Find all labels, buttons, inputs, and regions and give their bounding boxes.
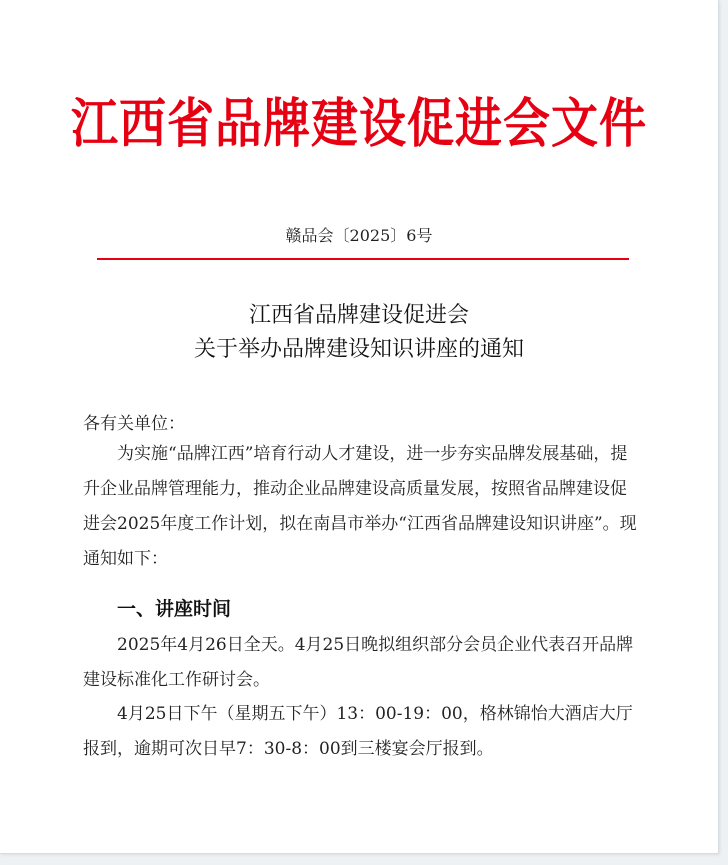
notice-title-line2: 关于举办品牌建设知识讲座的通知 xyxy=(193,337,524,362)
paragraph-intro: 为实施“品牌江西”培育行动人才建设，进一步夯实品牌发展基础，提升企业品牌管理能力，推动企业品牌建设高质量发展，按照省品牌建设促进会2025年度工作计划，拟在南昌市举办“江西省品牌建设知识讲座”。现通知如下： xyxy=(83,444,637,569)
notice-title-line1: 江西省品牌建设促进会 xyxy=(248,303,469,328)
section-heading-time: 一、讲座时间 xyxy=(117,598,232,620)
salutation: 各有关单位： xyxy=(83,414,185,434)
paragraph-registration: 4月25日下午（星期五下午）13：00-19：00，格林锦怡大酒店大厅报到，逾期可次日早7：30-8：00到三楼宴会厅报到。 xyxy=(83,704,633,759)
document-number: 赣品会〔2025〕6号 xyxy=(285,226,433,245)
red-divider xyxy=(97,258,629,260)
paragraph-date: 2025年4月26日全天。4月25日晚拟组织部分会员企业代表召开品牌建设标准化工作研讨会。 xyxy=(83,635,634,690)
document-header: 江西省品牌建设促进会文件 xyxy=(71,93,647,156)
